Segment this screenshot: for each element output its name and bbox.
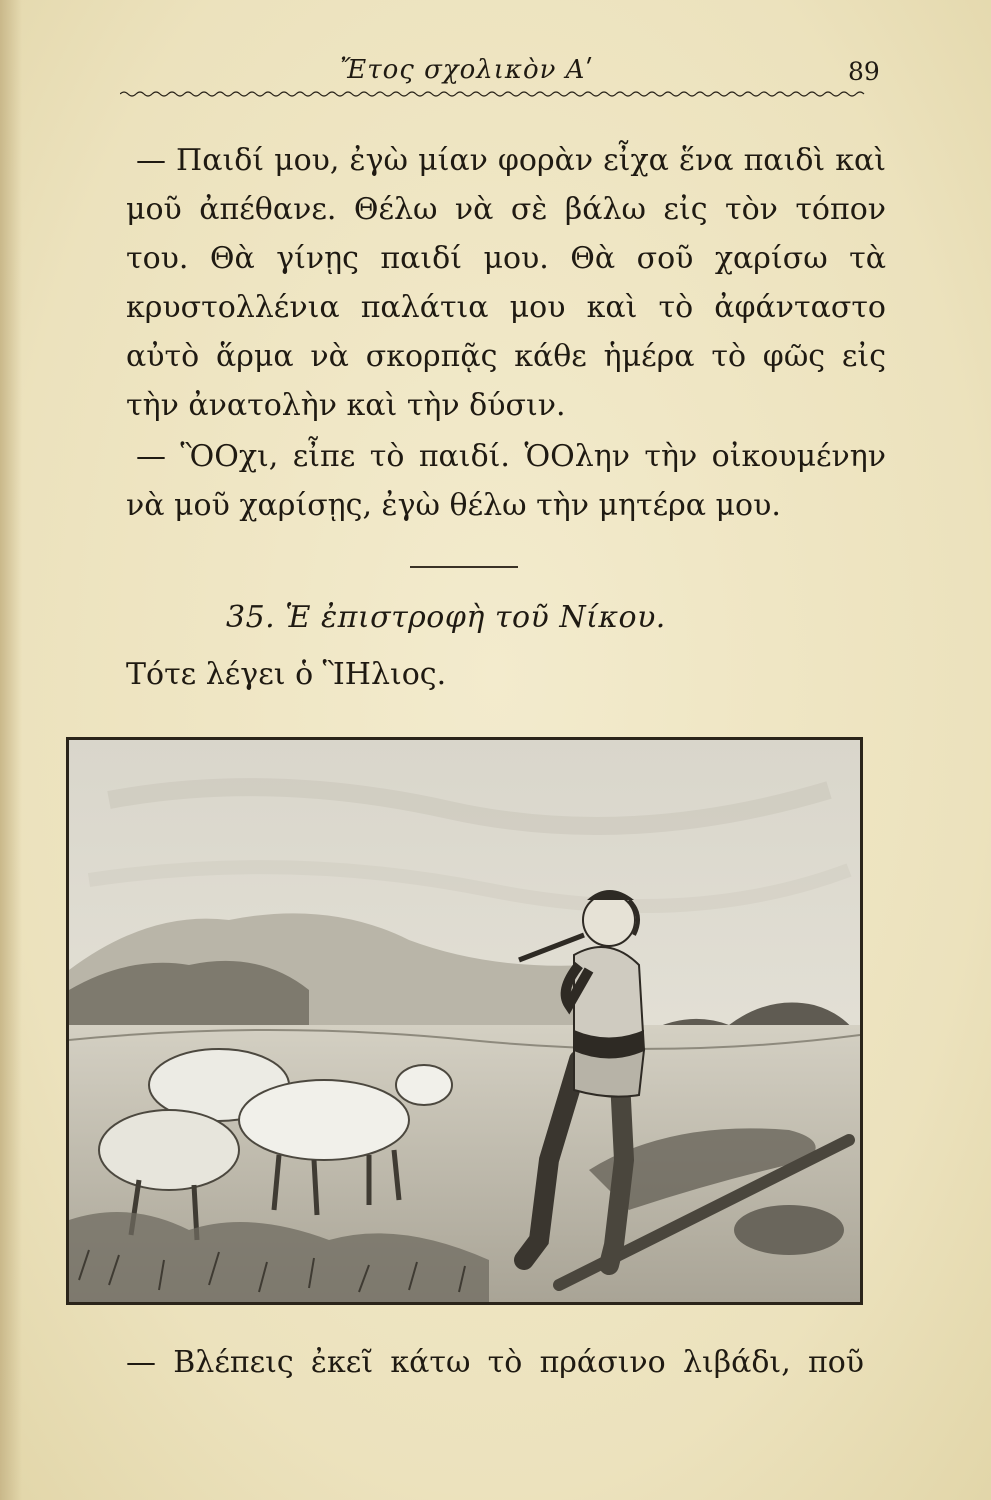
header-wavy-rule — [120, 90, 865, 98]
paragraph-text: — ὋΟχι, εἶπε τὸ παιδί. ὉΟλην τὴν οἰκουμένην νὰ μοῦ χαρίσῃς, ἐγὼ θέλω τὴν μητέρα μου. — [126, 439, 886, 523]
spine-shadow — [0, 0, 22, 1500]
chapter-intro-line: Τότε λέγει ὁ ἻΗλιος. — [126, 657, 447, 692]
running-head — [0, 55, 991, 95]
page-number: 89 — [848, 57, 880, 86]
paragraph-dialogue-sun — [126, 136, 886, 430]
chapter-heading: 35. Ἑ ἐπιστροφὴ τοῦ Νίκου. — [226, 600, 666, 635]
running-title: Ἔτος σχολικὸν Αʹ — [340, 55, 594, 85]
paragraph-dialogue-child — [126, 432, 886, 530]
bottom-text-line: — Βλέπεις ἐκεῖ κάτω τὸ πράσινο λιβάδι, ποῦ — [126, 1345, 864, 1380]
paragraph-text: — Παιδί μου, ἐγὼ μίαν φορὰν εἶχα ἕνα παιδὶ καὶ μοῦ ἀπέθανε. Θέλω νὰ σὲ βάλω εἰς τὸν τόπον του. Θὰ γίνῃς παιδί μου. Θὰ σοῦ χαρίσω τὰ κρυστολλένια παλάτια μου καὶ τὸ ἀφάνταστο αὐτὸ ἅρμα νὰ σκορπᾷς κάθε ἡμέρα τὸ φῶς εἰς τὴν ἀνατολὴν καὶ τὴν δύσιν. — [126, 143, 886, 423]
illustration-shepherd — [66, 737, 863, 1305]
illustration-drawing — [69, 740, 860, 1302]
section-divider — [410, 566, 518, 568]
